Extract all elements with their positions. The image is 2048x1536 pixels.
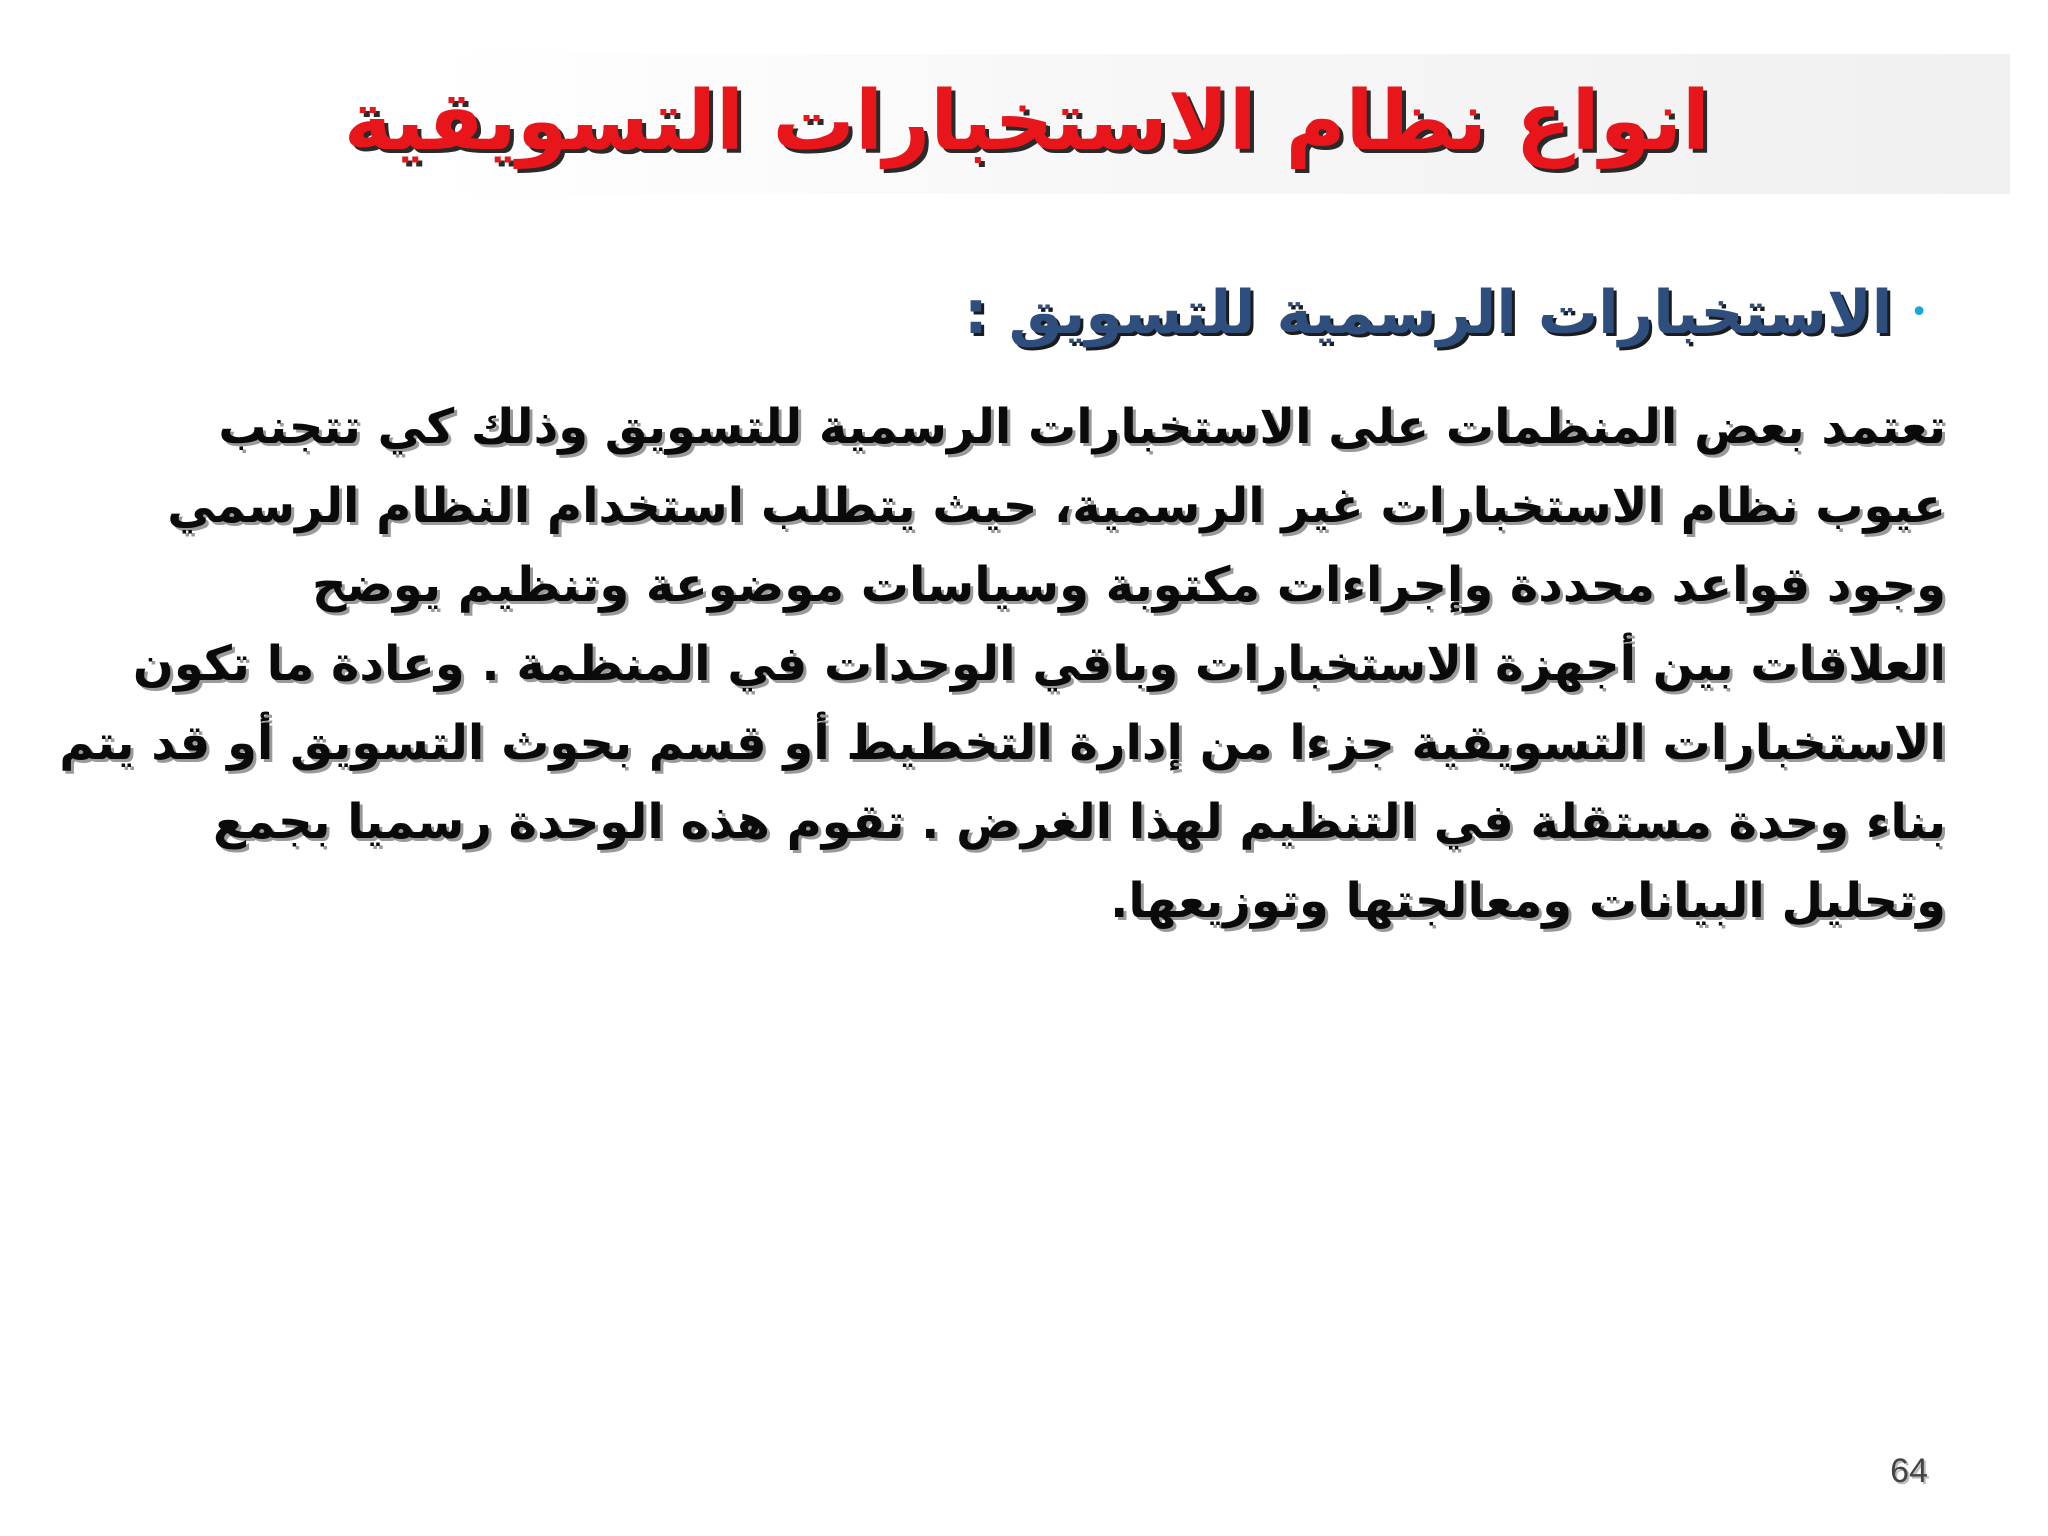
- body-line: الاستخبارات التسويقية جزءا من إدارة التخطيط أو قسم بحوث التسويق أو قد يتم: [59, 715, 1946, 771]
- body-paragraph: [59, 388, 1946, 941]
- body-line: بناء وحدة مستقلة في التنظيم لهذا الغرض . تقوم هذه الوحدة رسميا بجمع: [212, 794, 1946, 850]
- body-line: عيوب نظام الاستخبارات غير الرسمية، حيث يتطلب استخدام النظام الرسمي: [167, 478, 1946, 534]
- body-line: وتحليل البيانات ومعالجتها وتوزيعها.: [1110, 873, 1946, 929]
- bullet-heading: الاستخبارات الرسمية للتسويق :: [963, 278, 1893, 348]
- slide-title: انواع نظام الاستخبارات التسويقية: [343, 74, 1710, 169]
- body-line: وجود قواعد محددة وإجراءات مكتوبة وسياسات موضوعة وتنظيم يوضح: [311, 557, 1946, 613]
- bullet-item: [964, 268, 1928, 358]
- body-line: تعتمد بعض المنظمات على الاستخبارات الرسمية للتسويق وذلك كي تتجنب: [218, 399, 1946, 455]
- bullet-dot-icon: •: [1910, 295, 1928, 330]
- page-number: 64: [1890, 1452, 1928, 1490]
- body-line: العلاقات بين أجهزة الاستخبارات وباقي الوحدات في المنظمة . وعادة ما تكون: [132, 636, 1946, 692]
